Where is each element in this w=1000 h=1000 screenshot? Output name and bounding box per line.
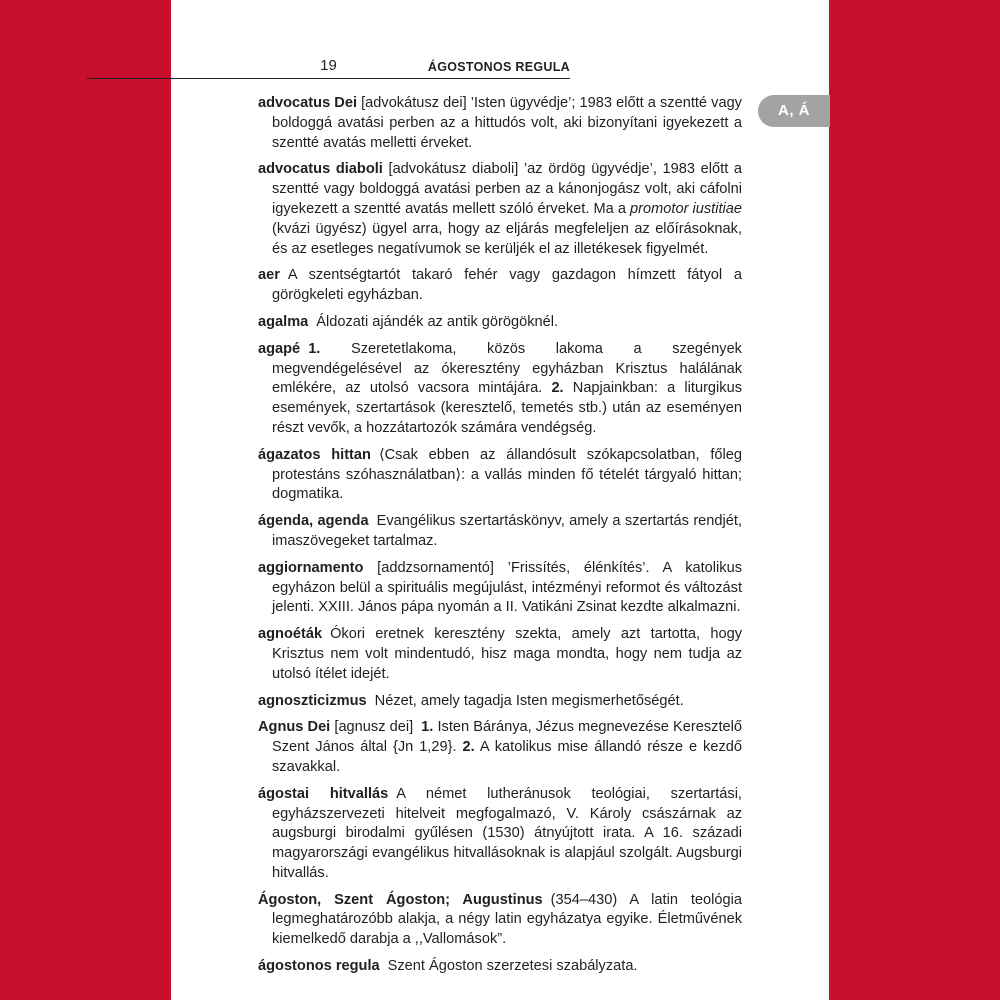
entry-agnoetak <box>258 625 742 684</box>
entry-aggiornamento <box>258 559 742 618</box>
headword: aggiornamento <box>258 559 364 576</box>
definition-italic: promotor iustitiae <box>630 200 742 217</box>
pronunciation: [agnusz dei] <box>334 719 414 736</box>
entry-agostonos-regula <box>258 957 742 977</box>
page-header <box>87 56 570 79</box>
definition-cont: A katolikus mise állandó része e kezdő szavakkal. <box>272 739 742 775</box>
definition: (354–430) A latin teológia legmeghatározóbb alakja, a négy latin egyházatya egyike. Életművének kiemelkedő darabja a ,,Vallomások”. <box>272 891 742 948</box>
sense-number: 1. <box>308 340 321 357</box>
thumb-index-tab: A, Á <box>758 95 830 127</box>
definition: [advokátusz dei] ’Isten ügyvédje’; 1983 előtt a szentté vagy boldoggá avatási perben az a hittudós volt, aki bizonyítani igyekezett a szentté avatás melletti érveket. <box>272 95 742 151</box>
running-head: ÁGOSTONOS REGULA <box>427 60 570 74</box>
sense-number: 1. <box>421 719 434 736</box>
entry-agnoszticizmus <box>258 692 742 712</box>
definition: Ókori eretnek keresztény szekta, amely azt tartotta, hogy Krisztus nem volt mindentudó, hisz maga mondta, hogy nem tudja az utolsó ítélet idejét. <box>272 626 742 682</box>
entry-advocatus-dei <box>258 94 742 153</box>
definition-cont: (kvázi ügyész) ügyel arra, hogy az eljárás megfeleljen az előírásoknak, és az esetleges negatívumok se kerüljék el az illetékesek figyelmét. <box>272 220 742 257</box>
definition: ⟨Csak ebben az állandósult szókapcsolatban, főleg protestáns szóhasználatban⟩: a vallás minden fő tételét tárgyaló hittan; dogmatika. <box>272 446 742 503</box>
definition: Szent Ágoston szerzetesi szabályzata. <box>387 958 638 975</box>
entry-agoston <box>258 891 742 950</box>
sense-number: 2. <box>551 380 564 397</box>
headword: Ágoston, Szent Ágoston; Augustinus <box>258 891 543 908</box>
definition: Isten Báránya, Jézus megnevezése Keresztelő Szent János által {Jn 1,29}. <box>272 719 742 756</box>
definition: [advokátusz diaboli] ’az ördög ügyvédje’, 1983 előtt a szentté vagy boldoggá avatási perben az a kánonjogász volt, aki cáfolni igyekezett a szentté avatás mellett szóló érveket. Ma a <box>272 161 743 217</box>
headword: agnoéták <box>258 626 323 643</box>
page-number: 19 <box>320 57 337 74</box>
dictionary-entries <box>258 94 742 984</box>
sense-number: 2. <box>462 739 475 756</box>
entry-agenda <box>258 512 742 552</box>
headword: agalma <box>258 313 309 330</box>
definition: Evangélikus szertartáskönyv, amely a szertartás rendjét, imaszövegeket tartalmaz. <box>272 513 742 549</box>
headword: ágenda, agenda <box>258 513 369 530</box>
headword: ágostonos regula <box>258 958 380 975</box>
headword: agapé <box>258 340 301 357</box>
entry-agnus-dei <box>258 718 742 777</box>
entry-agape <box>258 340 742 439</box>
headword: ágostai hitvallás <box>258 785 389 802</box>
definition: A német lutheránusok teológiai, szertartási, egyházszervezeti hitelveit megfogalmazó, V. Károly császárnak az augsburgi birodalmi gyűlésen (1530) átnyújtott irata. A 16. századi magyarországi evangélikus hitvallásoknak is alapjául szolgált. Augsburgi hitvallás. <box>272 785 742 881</box>
definition: A szentségtartót takaró fehér vagy gazdagon hímzett fátyol a görögkeleti egyházban. <box>272 267 742 304</box>
definition: [addzsornamentó] ’Frissítés, élénkítés’. A katolikus egyházon belül a spirituális megújulást, intézményi reformot és változást jelenti. XXIII. János pápa nyomán a II. Vatikáni Zsinat kezdte alkalmazni. <box>272 559 742 616</box>
headword: advocatus Dei <box>258 95 357 111</box>
entry-aer <box>258 266 742 306</box>
entry-advocatus-diaboli <box>258 160 742 259</box>
definition: Nézet, amely tagadja Isten megismerhetőségét. <box>374 692 684 709</box>
definition: Szeretetlakoma, közös lakoma a szegények megvendégelésével az ókeresztény egyházban Krisztus halálának emlékére, az utolsó vacsora mintájára. <box>272 340 742 397</box>
definition-cont: Napjainkban: a liturgikus események, szertartások (keresztelő, temetés stb.) után az eseményen részt vevők, a hozzátartozók számára vendégség. <box>272 380 742 436</box>
headword: ágazatos hittan <box>258 446 371 463</box>
headword: aer <box>258 267 280 284</box>
entry-agazatos-hittan <box>258 446 742 505</box>
headword: advocatus diaboli <box>258 161 383 178</box>
definition: Áldozati ajándék az antik görögöknél. <box>316 313 559 330</box>
headword: Agnus Dei <box>258 719 331 736</box>
headword: agnoszticizmus <box>258 692 367 709</box>
entry-agostai-hitvallas <box>258 785 742 884</box>
entry-agalma <box>258 313 742 333</box>
